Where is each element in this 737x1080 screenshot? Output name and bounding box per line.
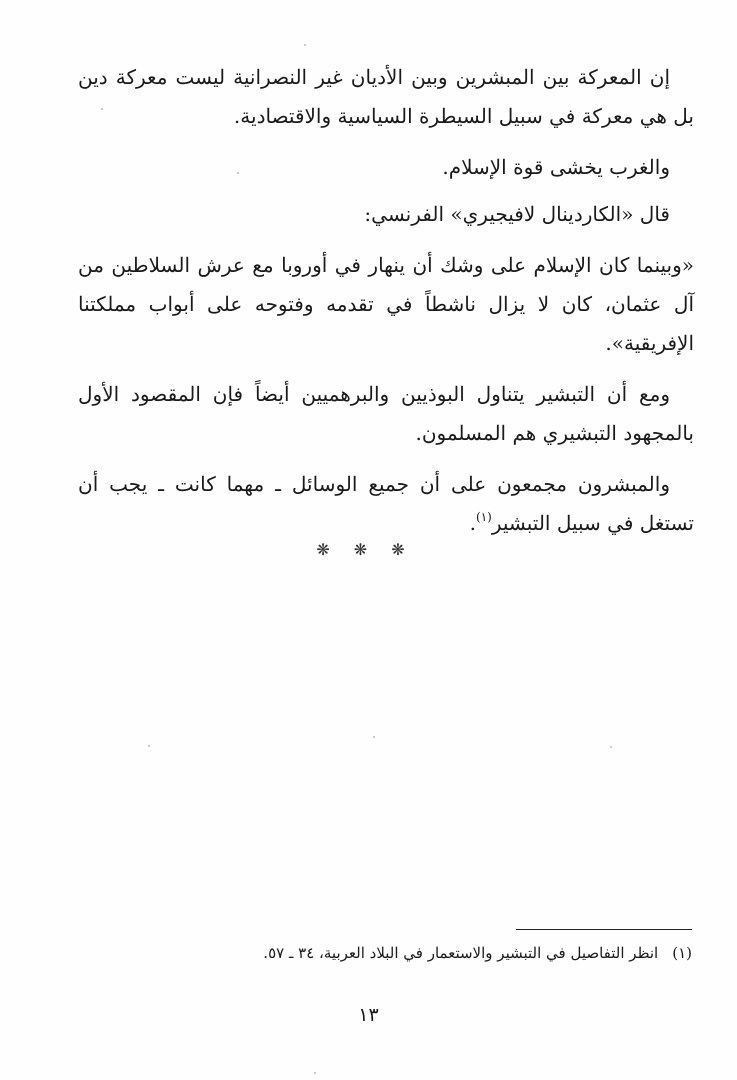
scan-speck	[610, 746, 612, 748]
paragraph-6-text: والمبشرون مجمعون على أن جميع الوسائل ـ مهما كانت ـ يجب أن تستغل في سبيل التبشير	[78, 472, 694, 535]
scan-speck	[373, 736, 375, 738]
paragraph-2: والغرب يخشى قوة الإسلام.	[442, 155, 670, 179]
asterism-icon: ❋	[391, 540, 421, 559]
asterism-icon: ❋	[316, 540, 346, 559]
paragraph-1: إن المعركة بين المبشرين وبين الأديان غير النصرانية ليست معركة دين بل هي معركة في سبيل السيطرة السياسية والاقتصادية.	[78, 65, 694, 128]
paragraph-5: ومع أن التبشير يتناول البوذيين والبرهميين أيضاً فإن المقصود الأول بالمجهود التبشيري هم المسلمون.	[78, 382, 694, 445]
page-number: ١٣	[358, 1004, 379, 1026]
paragraph-quote: «وبينما كان الإسلام على وشك أن ينهار في أوروبا مع عرش السلاطين من آل عثمان، كان لا يزال ناشطاً في تقدمه وفتوحه على أبواب مملكتنا الإفريقية».	[78, 253, 694, 355]
footnote	[222, 940, 692, 966]
scan-speck	[314, 1072, 316, 1074]
scan-speck	[148, 745, 150, 747]
paragraph-3: قال «الكاردينال لافيجيري» الفرنسي:	[364, 202, 670, 226]
footnote-number: (١)	[672, 944, 692, 962]
paragraph-6	[78, 465, 694, 543]
scan-speck	[304, 44, 306, 46]
footnote-reference[interactable]: (١)	[476, 510, 492, 524]
main-text	[78, 58, 694, 543]
paragraph-6-period: .	[469, 511, 477, 535]
asterism-icon: ❋	[353, 540, 384, 559]
scan-speck	[101, 108, 103, 110]
section-separator	[0, 540, 737, 559]
scan-speck	[237, 172, 239, 174]
footnote-text: انظر التفاصيل في التبشير والاستعمار في البلاد العربية، ٣٤ ـ ٥٧.	[263, 944, 659, 962]
footnote-divider	[516, 929, 692, 930]
